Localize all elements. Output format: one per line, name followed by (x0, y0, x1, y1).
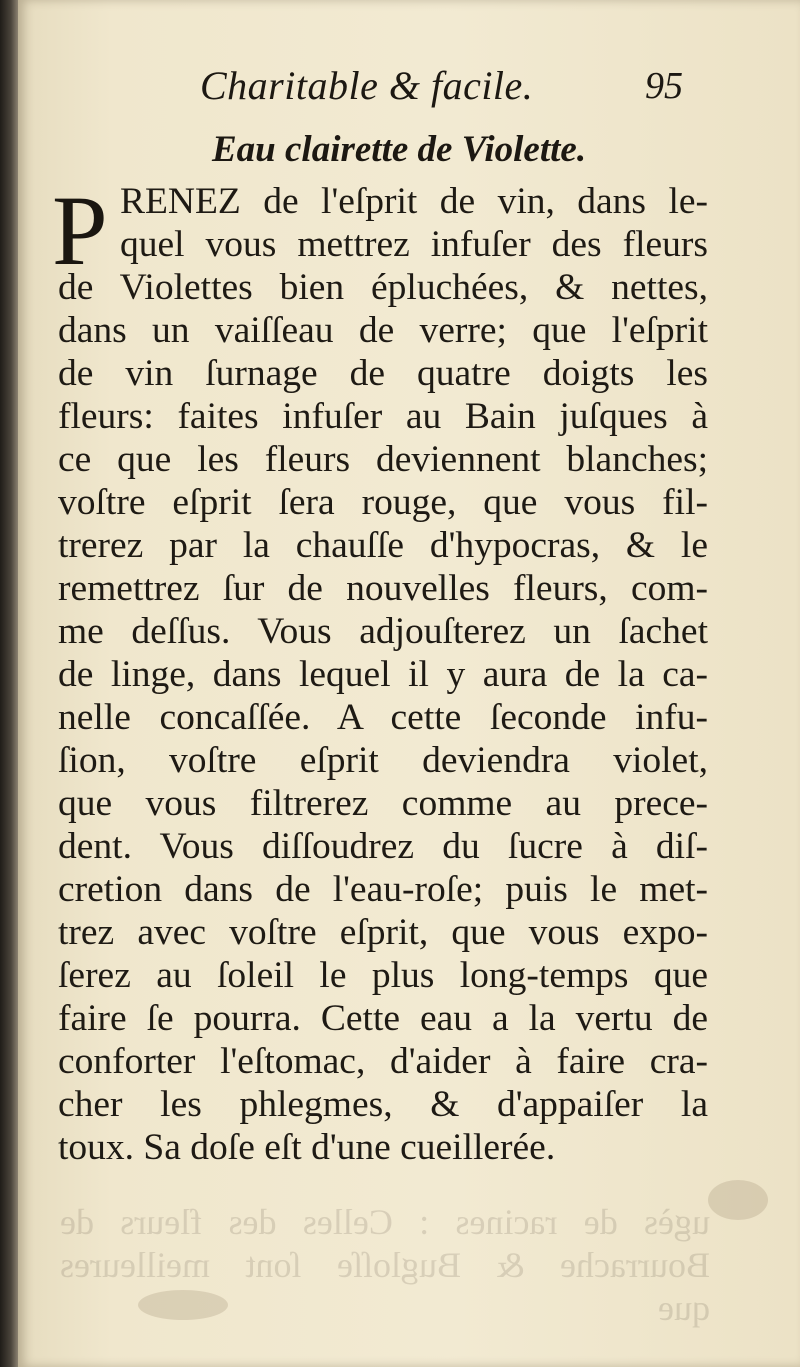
recipe-body (58, 180, 708, 1169)
text-line: cher les phlegmes, & d'appaiſer la (58, 1084, 708, 1125)
text-line: de vin ſurnage de quatre doigts les (58, 353, 708, 394)
text-line: remettrez ſur de nouvelles fleurs, com- (58, 568, 708, 609)
text-line: toux. Sa doſe eſt d'une cueillerée. (58, 1127, 556, 1168)
text-line: conforter l'eſtomac, d'aider à faire cra- (58, 1041, 708, 1082)
text-line: trez avec voſtre eſprit, que vous expo- (58, 912, 708, 953)
text-line: voſtre eſprit ſera rouge, que vous fil- (58, 482, 708, 523)
text-line: RENEZ de l'eſprit de vin, dans le- (120, 181, 708, 222)
text-line: trerez par la chauſſe d'hypocras, & le (58, 525, 708, 566)
running-head: Charitable & facile. (200, 63, 534, 108)
bleed-line: ugès de racines : Celles des fleurs de (60, 1202, 710, 1242)
text-line: que vous filtrerez comme au prece- (58, 783, 708, 824)
text-line: quel vous mettrez infuſer des fleurs (120, 224, 708, 265)
drop-cap: P (52, 175, 108, 286)
text-line: dans un vaiſſeau de verre; que l'eſprit (58, 310, 708, 351)
bleed-line: Bourrache & Bugloſſe ſont meilleures (60, 1245, 710, 1285)
text-line: cretion dans de l'eau-roſe; puis le met- (58, 869, 708, 910)
text-line: nelle concaſſée. A cette ſeconde infu- (58, 697, 708, 738)
bleed-line: que (658, 1288, 710, 1328)
text-line: ce que les fleurs deviennent blanches; (58, 439, 708, 480)
text-line: de Violettes bien épluchées, & nettes, (58, 267, 708, 308)
text-line: ſerez au ſoleil le plus long-temps que (58, 955, 708, 996)
text-line: de linge, dans lequel il y aura de la ca- (58, 654, 708, 695)
text-line: me deſſus. Vous adjouſterez un ſachet (58, 611, 708, 652)
text-line: faire ſe pourra. Cette eau a la vertu de (58, 998, 708, 1039)
recipe-title: Eau clairette de Violette. (212, 129, 587, 170)
paper-stain (708, 1180, 768, 1220)
bleed-through-text (60, 1200, 710, 1329)
text-line: dent. Vous diſſoudrez du ſucre à diſ- (58, 826, 708, 867)
book-gutter (0, 0, 18, 1367)
text-line: fleurs: faites infuſer au Bain juſques à (58, 396, 708, 437)
page-number: 95 (645, 65, 683, 107)
text-line: ſion, voſtre eſprit deviendra violet, (58, 740, 708, 781)
